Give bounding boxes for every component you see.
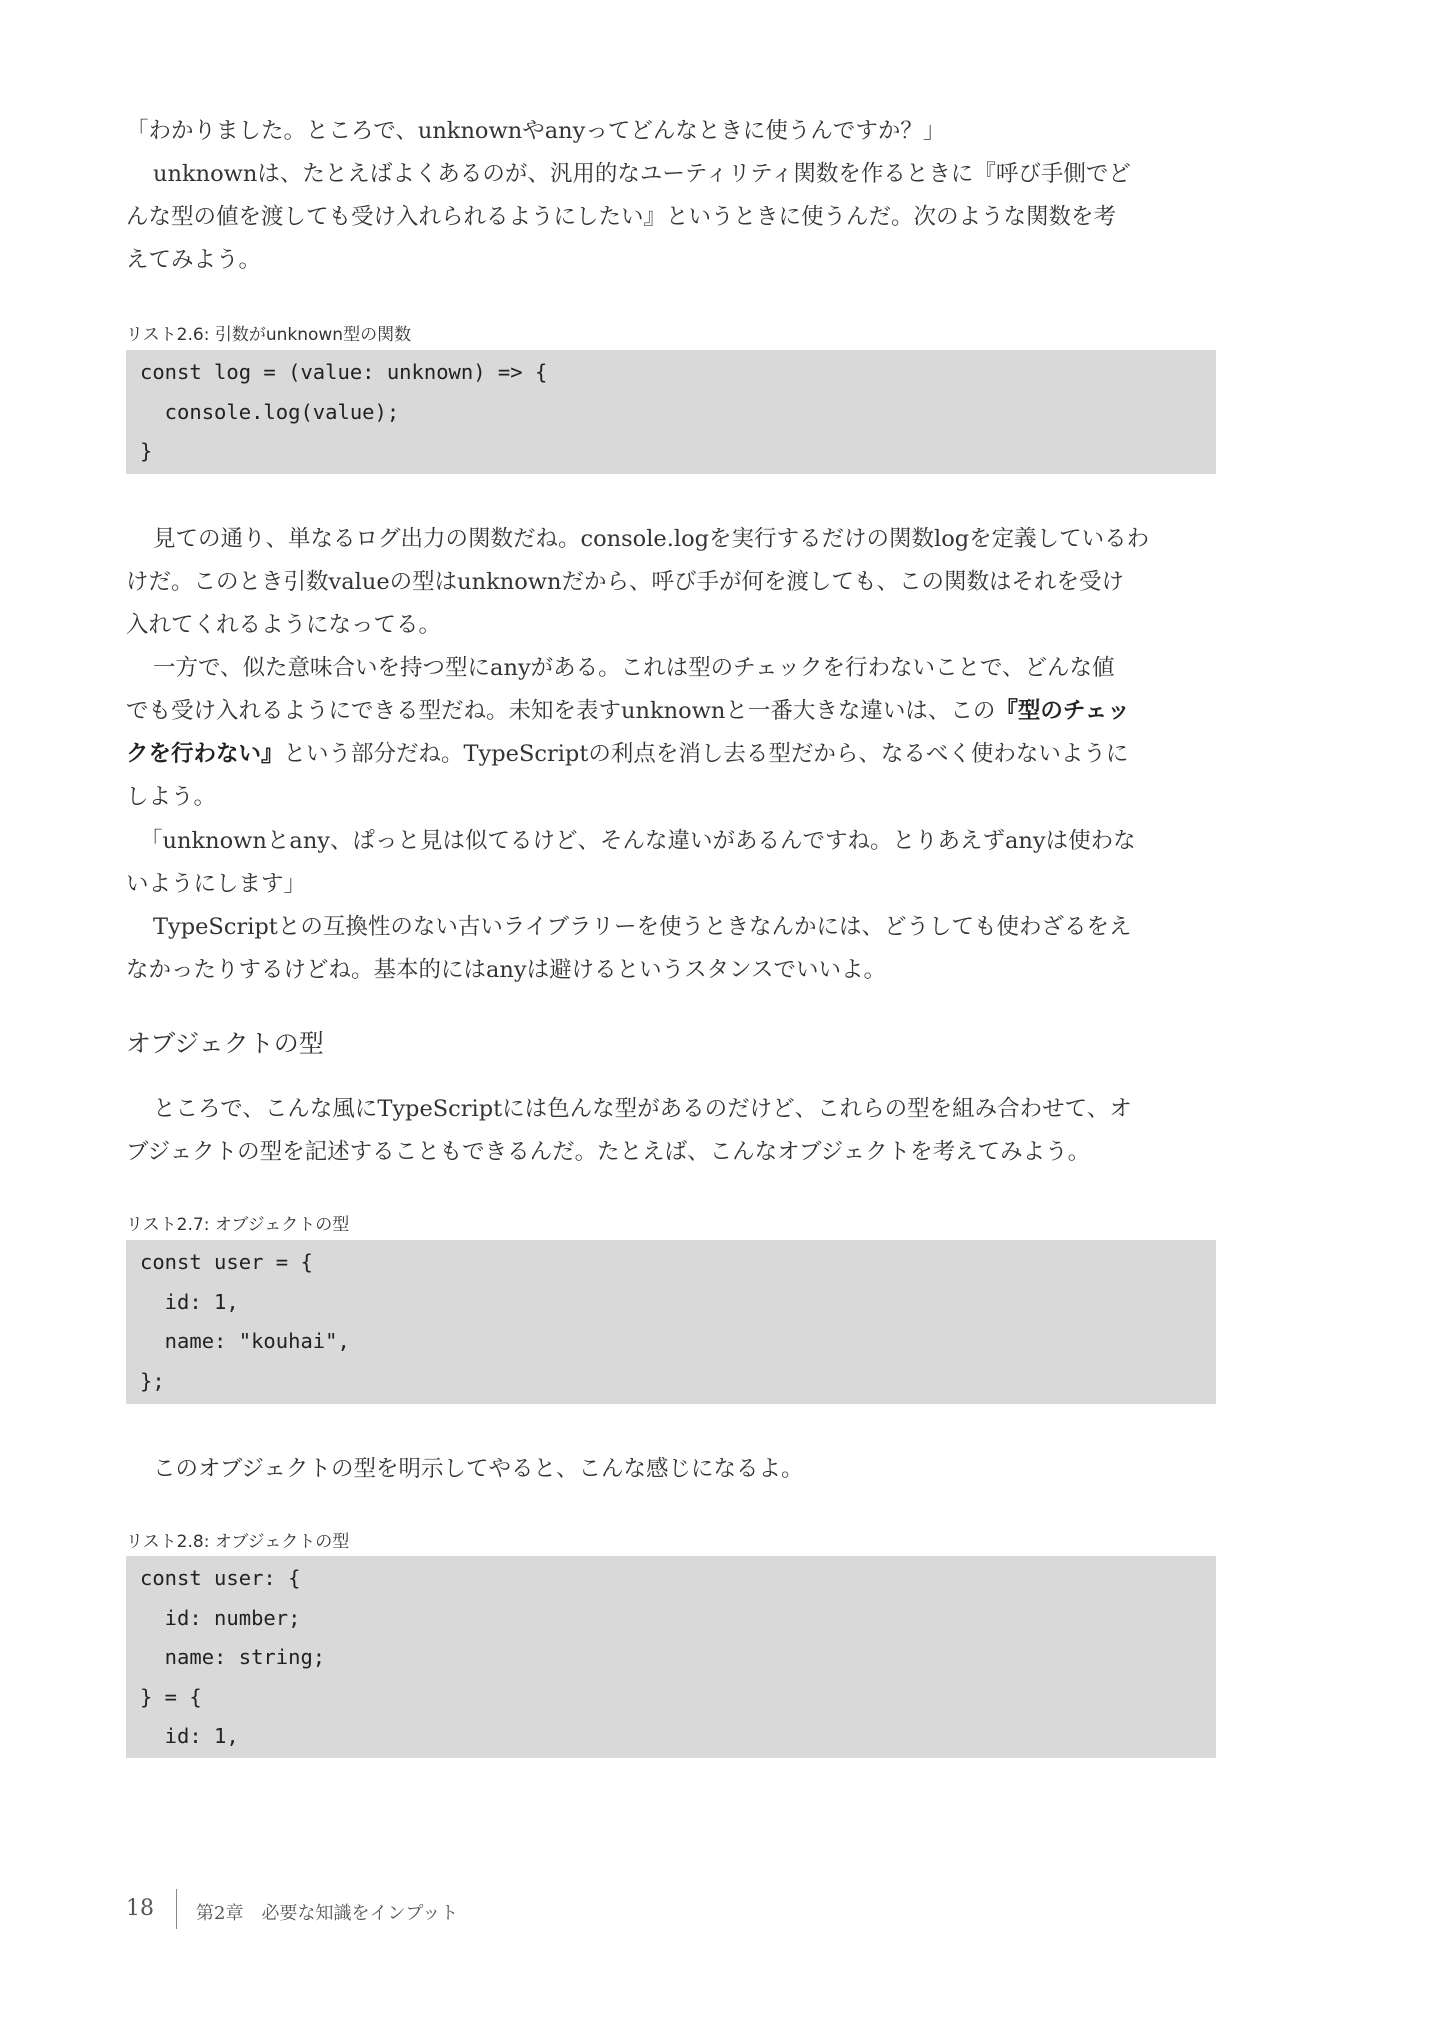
paragraph-line: このオブジェクトの型を明示してやると、こんな感じになるよ。 <box>153 1456 804 1482</box>
listing-caption: リスト2.6: 引数がunknown型の関数 <box>126 325 412 345</box>
code-line: console.log(value); <box>140 399 400 424</box>
paragraph-line: なかったりするけどね。基本的にはanyは避けるというスタンスでいいよ。 <box>126 957 886 983</box>
running-footer-chapter: 第2章 必要な知識をインプット <box>196 1903 459 1924</box>
explanation-paragraph <box>126 906 1216 992</box>
paragraph-line: 「unknownとany、ぱっと見は似てるけど、そんな違いがあるんですね。とりあえずanyは使わな <box>140 828 1136 854</box>
code-listing <box>126 1556 1216 1758</box>
code-line: id: number; <box>140 1605 301 1630</box>
paragraph-line: えてみよう。 <box>126 247 262 273</box>
paragraph-line <box>126 690 1216 733</box>
emphasized-text: クを行わない』 <box>126 741 284 767</box>
code-line: const log = (value: unknown) => { <box>140 360 548 384</box>
code-line: } <box>140 439 153 463</box>
section-heading: オブジェクトの型 <box>126 1029 324 1058</box>
explanation-paragraph <box>126 1448 1216 1491</box>
code-line: }; <box>140 1368 165 1393</box>
listing-caption: リスト2.7: オブジェクトの型 <box>126 1215 350 1235</box>
code-line: id: 1, <box>140 1289 239 1314</box>
paragraph-line: いようにします」 <box>126 871 307 897</box>
code-line: const user: { <box>140 1566 301 1590</box>
paragraph-line: 「わかりました。ところで、unknownやanyってどんなときに使うんですか？」 <box>126 118 946 144</box>
footer-divider <box>176 1889 177 1929</box>
emphasized-text: 『型のチェッ <box>995 698 1130 724</box>
code-line: name: "kouhai", <box>140 1329 350 1353</box>
paragraph-line <box>126 733 1216 776</box>
paragraph-line: 見ての通り、単なるログ出力の関数だね。console.logを実行するだけの関数logを定義しているわ <box>153 526 1150 552</box>
code-listing <box>126 1240 1216 1404</box>
code-line: } = { <box>140 1684 202 1709</box>
code-line: name: string; <box>140 1645 326 1669</box>
paragraph-text: でも受け入れるようにできる型だね。未知を表すunknownと一番大きな違いは、この <box>126 698 996 724</box>
explanation-paragraph <box>126 647 1216 819</box>
code-line: id: 1, <box>140 1724 239 1748</box>
dialogue-paragraph <box>126 110 1216 153</box>
explanation-paragraph <box>126 153 1216 282</box>
paragraph-line: TypeScriptとの互換性のない古いライブラリーを使うときなんかには、どうしても使わざるをえ <box>153 914 1132 940</box>
explanation-paragraph <box>126 518 1216 647</box>
explanation-paragraph <box>126 1088 1216 1174</box>
paragraph-line: 入れてくれるようになってる。 <box>126 612 442 638</box>
paragraph-line: 一方で、似た意味合いを持つ型にanyがある。これは型のチェックを行わないことで、どんな値 <box>153 655 1115 681</box>
paragraph-line: ブジェクトの型を記述することもできるんだ。たとえば、こんなオブジェクトを考えてみよう。 <box>126 1139 1091 1165</box>
paragraph-line: ところで、こんな風にTypeScriptには色んな型があるのだけど、これらの型を組み合わせて、オ <box>153 1096 1132 1122</box>
paragraph-line: unknownは、たとえばよくあるのが、汎用的なユーティリティ関数を作るときに『呼び手側でど <box>153 161 1131 187</box>
code-listing <box>126 350 1216 474</box>
listing-caption: リスト2.8: オブジェクトの型 <box>126 1532 350 1552</box>
paragraph-text: という部分だね。TypeScriptの利点を消し去る型だから、なるべく使わないように <box>283 741 1129 767</box>
paragraph-line: しよう。 <box>126 784 217 810</box>
paragraph-line: んな型の値を渡しても受け入れられるようにしたい』というときに使うんだ。次のような関数を考 <box>126 204 1117 230</box>
code-line: const user = { <box>140 1250 313 1274</box>
dialogue-paragraph <box>126 820 1216 906</box>
page-number: 18 <box>126 1896 154 1921</box>
paragraph-line: けだ。このとき引数valueの型はunknownだから、呼び手が何を渡しても、この関数はそれを受け <box>126 569 1125 595</box>
